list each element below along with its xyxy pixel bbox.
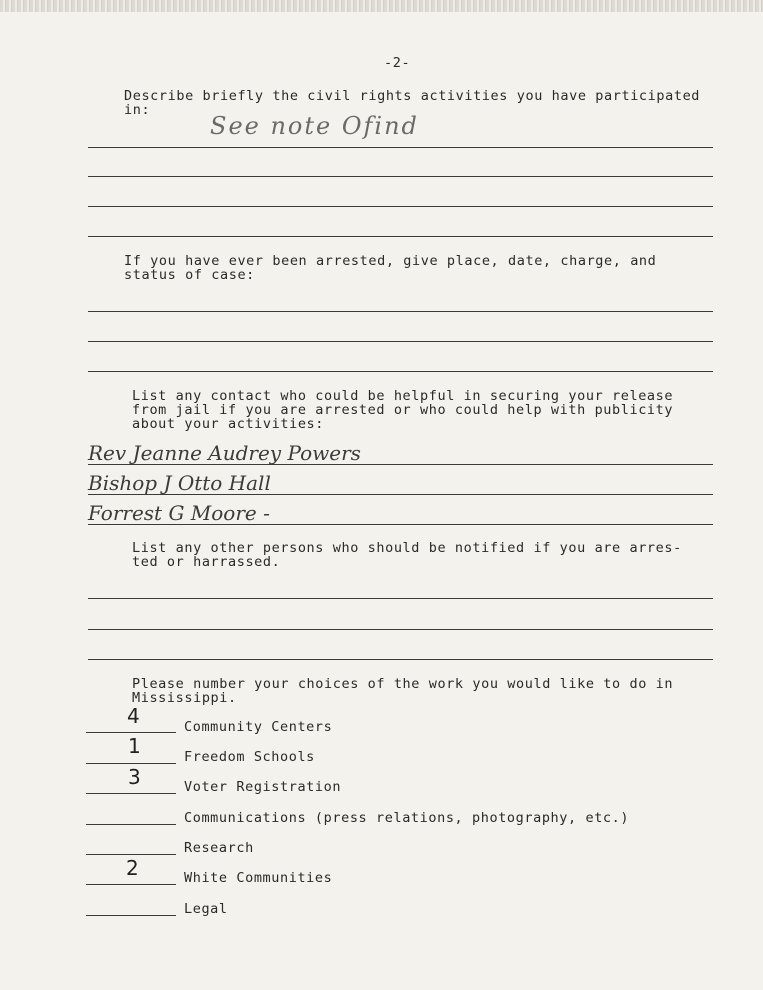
choice-label: Legal (184, 901, 228, 917)
civil-rights-line-3 (88, 206, 713, 207)
choices-prompt-line1: Please number your choices of the work you would like to do in (132, 676, 674, 692)
contact-entry-1[interactable]: Rev Jeanne Audrey Powers (88, 441, 361, 465)
choice-label: Communications (press relations, photography, etc.) (184, 810, 630, 826)
arrest-prompt-line2: status of case: (124, 267, 255, 283)
civil-rights-answer[interactable]: See note Ofind (210, 112, 419, 140)
contact-line-1 (88, 464, 713, 465)
choice-rank[interactable]: 4 (127, 704, 140, 728)
contact-entry-2[interactable]: Bishop J Otto Hall (88, 471, 271, 495)
contact-entry-3[interactable]: Forrest G Moore - (88, 501, 270, 525)
choice-blank (86, 763, 176, 764)
notify-prompt-line1: List any other persons who should be notified if you are arres- (132, 540, 682, 556)
choice-rank[interactable]: 2 (126, 856, 139, 880)
notify-line-1 (88, 598, 713, 599)
civil-rights-line-1 (88, 147, 713, 148)
scan-edge-noise (0, 0, 763, 12)
arrest-line-1 (88, 311, 713, 312)
choice-label: Community Centers (184, 719, 333, 735)
choice-blank (86, 732, 176, 733)
arrest-line-2 (88, 341, 713, 342)
choice-blank (86, 915, 176, 916)
choice-rank[interactable]: 3 (128, 765, 141, 789)
notify-line-2 (88, 629, 713, 630)
choice-blank (86, 793, 176, 794)
arrest-line-3 (88, 371, 713, 372)
choice-blank (86, 884, 176, 885)
choice-label: Voter Registration (184, 779, 342, 795)
civil-rights-line-4 (88, 236, 713, 237)
contact-line-2 (88, 494, 713, 495)
civil-rights-line-2 (88, 176, 713, 177)
contact-prompt-line1: List any contact who could be helpful in securing your release (132, 388, 674, 404)
contact-line-3 (88, 524, 713, 525)
arrest-prompt-line1: If you have ever been arrested, give place, date, charge, and (124, 253, 657, 269)
choice-blank (86, 854, 176, 855)
civil-rights-prompt-line2: in: (124, 102, 151, 118)
page-number: -2- (384, 55, 411, 71)
choice-label: White Communities (184, 870, 333, 886)
contact-prompt-line3: about your activities: (132, 416, 325, 432)
notify-line-3 (88, 659, 713, 660)
notify-prompt-line2: ted or harrassed. (132, 554, 281, 570)
choice-label: Freedom Schools (184, 749, 315, 765)
contact-prompt-line2: from jail if you are arrested or who could help with publicity (132, 402, 674, 418)
choice-rank[interactable]: 1 (128, 734, 141, 758)
civil-rights-prompt-line1: Describe briefly the civil rights activities you have participated (124, 88, 701, 104)
choice-label: Research (184, 840, 254, 856)
choice-blank (86, 824, 176, 825)
choices-prompt-line2: Mississippi. (132, 690, 237, 706)
